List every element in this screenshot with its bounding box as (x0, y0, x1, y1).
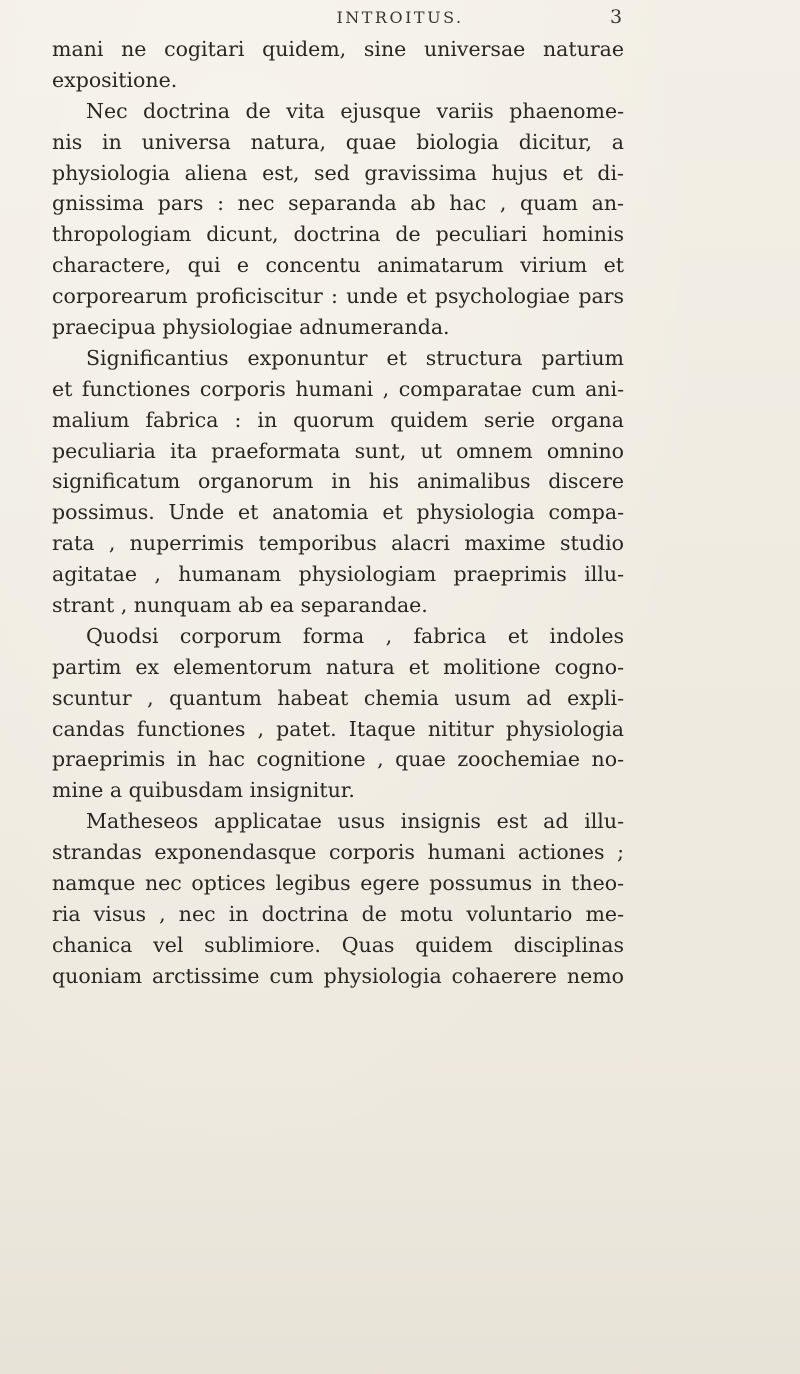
text-line: ria visus , nec in doctrina de motu voluntario me- (52, 901, 624, 926)
text-line: peculiaria ita praeformata sunt, ut omnem omnino (52, 438, 624, 463)
text-line: thropologiam dicunt, doctrina de peculiari hominis (52, 222, 624, 247)
text-line: quoniam arctissime cum physiologia cohaerere nemo (52, 963, 624, 988)
blank-page-area (0, 1120, 800, 1374)
text-line: praeprimis in hac cognitione , quae zoochemiae no- (52, 747, 624, 772)
text-line: chanica vel sublimiore. Quas quidem disciplinas (52, 932, 624, 957)
text-line: Significantius exponuntur et structura partium (86, 345, 624, 370)
text-line: charactere, qui e concentu animatarum virium et (52, 253, 624, 278)
text-line: praecipua physiologiae adnumeranda. (52, 315, 450, 340)
page-number: 3 (610, 6, 623, 28)
text-line: Nec doctrina de vita ejusque variis phaenome- (86, 98, 624, 123)
text-line: scuntur , quantum habeat chemia usum ad expli- (52, 685, 624, 710)
text-line: possimus. Unde et anatomia et physiologia compa- (52, 500, 624, 525)
text-line: nis in universa natura, quae biologia dicitur, a (52, 129, 624, 154)
text-line: mani ne cogitari quidem, sine universae naturae (52, 37, 624, 61)
text-line: gnissima pars : nec separanda ab hac , quam an- (52, 191, 624, 216)
running-head: INTROITUS. (336, 8, 464, 27)
text-line: namque nec optices legibus egere possumus in theo- (52, 871, 624, 896)
text-line: malium fabrica : in quorum quidem serie organa (52, 407, 624, 432)
text-line: corporearum proficiscitur : unde et psychologiae pars (52, 284, 624, 309)
body-text (52, 34, 624, 992)
text-line: strandas exponendasque corporis humani actiones ; (52, 840, 624, 865)
text-line: strant , nunquam ab ea separandae. (52, 593, 428, 618)
text-line: partim ex elementorum natura et molitione cogno- (52, 654, 624, 679)
text-line: physiologia aliena est, sed gravissima hujus et di- (52, 160, 624, 185)
text-line: expositione. (52, 67, 178, 92)
page-header (0, 8, 800, 34)
text-line: et functiones corporis humani , comparatae cum ani- (52, 376, 624, 401)
text-line: Matheseos applicatae usus insignis est ad illu- (86, 809, 624, 834)
text-line: significatum organorum in his animalibus discere (52, 469, 624, 494)
text-line: mine a quibusdam insignitur. (52, 778, 355, 803)
text-line: rata , nuperrimis temporibus alacri maxime studio (52, 531, 624, 556)
text-line: Quodsi corporum forma , fabrica et indoles (86, 623, 624, 648)
text-line: agitatae , humanam physiologiam praeprimis illu- (52, 562, 624, 587)
text-line: candas functiones , patet. Itaque nititur physiologia (52, 716, 624, 741)
